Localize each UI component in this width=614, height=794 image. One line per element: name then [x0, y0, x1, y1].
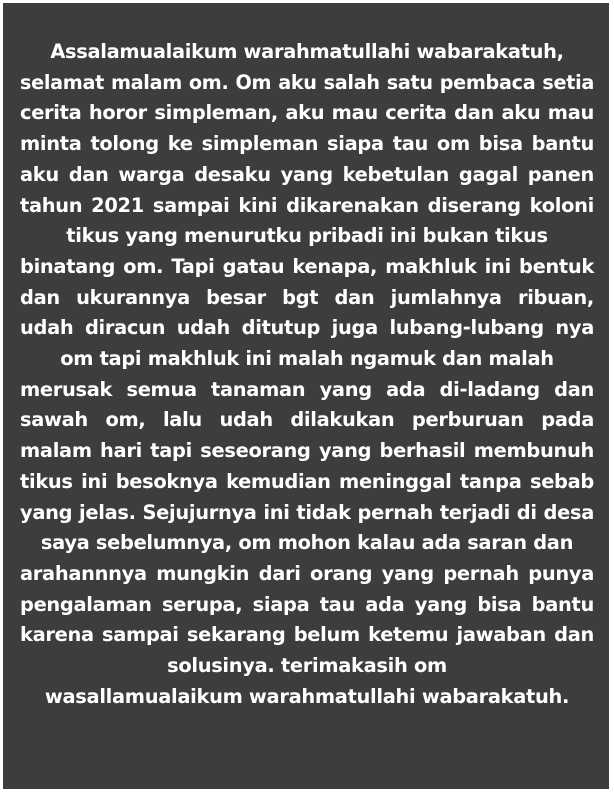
message-line: pengalaman serupa, siapa tau ada yang bisa bantu — [20, 592, 594, 616]
message-line: sawah om, lalu udah dilakukan perburuan pada — [20, 408, 594, 432]
message-line: karena sampai sekarang belum ketemu jawaban dan — [20, 623, 594, 647]
message-line: arahannnya mungkin dari orang yang pernah punya — [20, 561, 594, 585]
message-line: cerita horor simpleman, aku mau cerita dan aku mau — [20, 101, 594, 125]
message-text — [20, 37, 594, 712]
message-line: tikus ini besoknya kemudian meninggal tanpa sebab — [20, 469, 594, 493]
message-line: yang jelas. Sejujurnya ini tidak pernah terjadi di desa — [20, 500, 594, 524]
message-line: merusak semua tanaman yang ada di-ladang dan — [20, 377, 594, 401]
message-line: tahun 2021 sampai kini dikarenakan diserang koloni — [20, 193, 594, 217]
message-line: minta tolong ke simpleman siapa tau om bisa bantu — [20, 132, 594, 156]
message-line: binatang om. Tapi gatau kenapa, makhluk ini bentuk — [20, 254, 594, 278]
message-line: saya sebelumnya, om mohon kalau ada saran dan — [40, 531, 574, 555]
message-line: malam hari tapi seseorang yang berhasil membunuh — [20, 439, 594, 463]
message-line: udah diracun udah ditutup juga lubang-lubang nya — [20, 316, 594, 340]
message-line: tikus yang menurutku pribadi ini bukan tikus — [66, 224, 548, 248]
message-line: om tapi makhluk ini malah ngamuk dan malah — [60, 347, 554, 371]
message-line: selamat malam om. Om aku salah satu pembaca setia — [20, 70, 594, 94]
message-line: dan ukurannya besar bgt dan jumlahnya ribuan, — [20, 285, 594, 309]
message-panel — [3, 3, 609, 789]
message-line: Assalamualaikum warahmatullahi wabarakatuh, — [50, 40, 564, 63]
message-line: solusinya. terimakasih om — [167, 654, 447, 678]
message-line: aku dan warga desaku yang kebetulan gagal panen — [20, 162, 594, 186]
message-line: wasallamualaikum warahmatullahi wabarakatuh. — [44, 684, 570, 708]
